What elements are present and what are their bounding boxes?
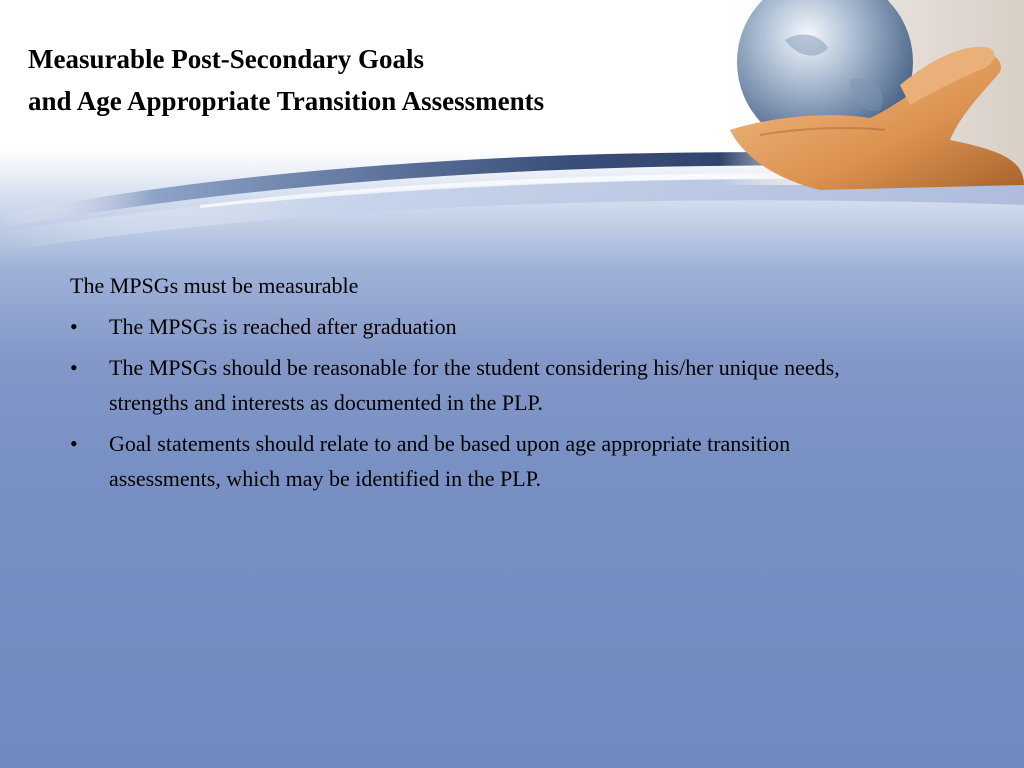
slide-title-line-2: and Age Appropriate Transition Assessments — [28, 86, 545, 116]
slide-title — [28, 38, 544, 122]
bullet-dot-icon: • — [70, 431, 78, 456]
bullet-item — [70, 309, 900, 344]
bullet-text: Goal statements should relate to and be based upon age appropriate transition assessments, which may be identified in the PLP. — [109, 431, 791, 491]
hand-holding-globe-image — [700, 0, 1024, 200]
slide-body — [70, 268, 900, 502]
bullet-list — [70, 309, 900, 496]
bullet-dot-icon: • — [70, 355, 78, 380]
bullet-item — [70, 350, 900, 420]
bullet-text: The MPSGs should be reasonable for the student considering his/her unique needs, strengths and interests as documented in the PLP. — [109, 355, 840, 415]
intro-text: The MPSGs must be measurable — [70, 273, 359, 298]
bullet-item — [70, 426, 900, 496]
bullet-text: The MPSGs is reached after graduation — [109, 314, 457, 339]
bullet-dot-icon: • — [70, 314, 78, 339]
slide-title-line-1: Measurable Post-Secondary Goals — [28, 44, 424, 74]
